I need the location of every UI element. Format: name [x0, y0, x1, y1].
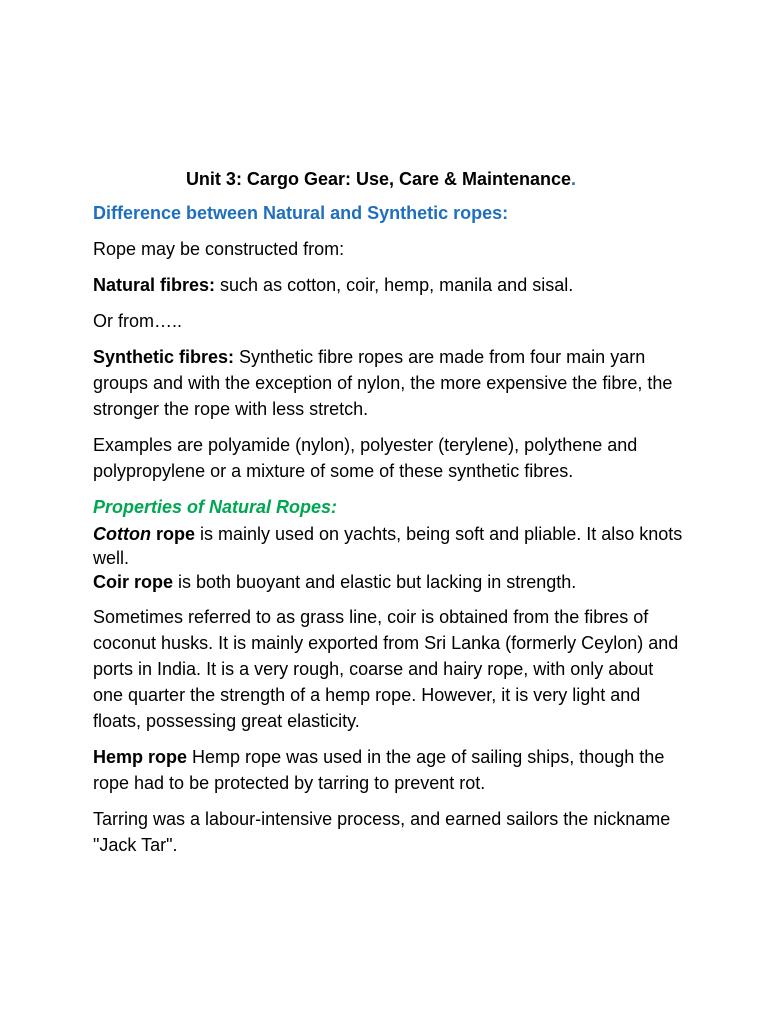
synthetic-fibres-text: Synthetic fibre ropes are made from four main yarn groups and with the exception of nylon, the more expensive the fibre, the stronger the rope with less stretch.	[93, 347, 673, 419]
hemp-rope-paragraph	[93, 744, 683, 796]
or-from-paragraph: Or from…..	[93, 311, 182, 331]
section-heading-properties: Properties of Natural Ropes:	[93, 497, 338, 517]
coir-rope-label: Coir rope	[93, 572, 174, 592]
page-title	[93, 166, 683, 192]
synthetic-fibres-label: Synthetic fibres:	[93, 347, 235, 367]
natural-fibres-label: Natural fibres:	[93, 275, 216, 295]
page-title-period: .	[571, 169, 577, 189]
natural-fibres-text: such as cotton, coir, hemp, manila and sisal.	[215, 275, 574, 295]
examples-paragraph: Examples are polyamide (nylon), polyester (terylene), polythene and polypropylene or a mixture of some of these synthetic fibres.	[93, 435, 638, 481]
coir-rope-text: is both buoyant and elastic but lacking in strength.	[173, 572, 577, 592]
cotton-rope-label	[93, 524, 195, 544]
page-title-text: Unit 3: Cargo Gear: Use, Care & Maintenance	[185, 169, 572, 189]
tarring-paragraph: Tarring was a labour-intensive process, and earned sailors the nickname "Jack Tar".	[93, 809, 671, 855]
synthetic-fibres-paragraph	[93, 344, 683, 422]
hemp-rope-label: Hemp rope	[93, 747, 188, 767]
hemp-rope-text: Hemp rope was used in the age of sailing ships, though the rope had to be protected by tarring to prevent rot.	[93, 747, 665, 793]
coir-detail-paragraph: Sometimes referred to as grass line, coir is obtained from the fibres of coconut husks. It is mainly exported from Sri Lanka (formerly Ceylon) and ports in India. It is a very rough, coarse and hairy rope, with only about one quarter the strength of a hemp rope. However, it is very light and floats, possessing great elasticity.	[93, 607, 679, 731]
natural-fibres-paragraph	[93, 272, 683, 298]
section-heading-difference: Difference between Natural and Synthetic ropes:	[93, 203, 509, 223]
intro-paragraph: Rope may be constructed from:	[93, 239, 345, 259]
document-body	[93, 166, 683, 868]
cotton-rope-paragraph	[93, 522, 683, 570]
coir-rope-paragraph	[93, 570, 683, 594]
cotton-rope-text: is mainly used on yachts, being soft and pliable. It also knots well.	[93, 524, 683, 568]
cotton-label-rest: rope	[150, 524, 195, 544]
cotton-label-italic: Cotton	[93, 524, 151, 544]
